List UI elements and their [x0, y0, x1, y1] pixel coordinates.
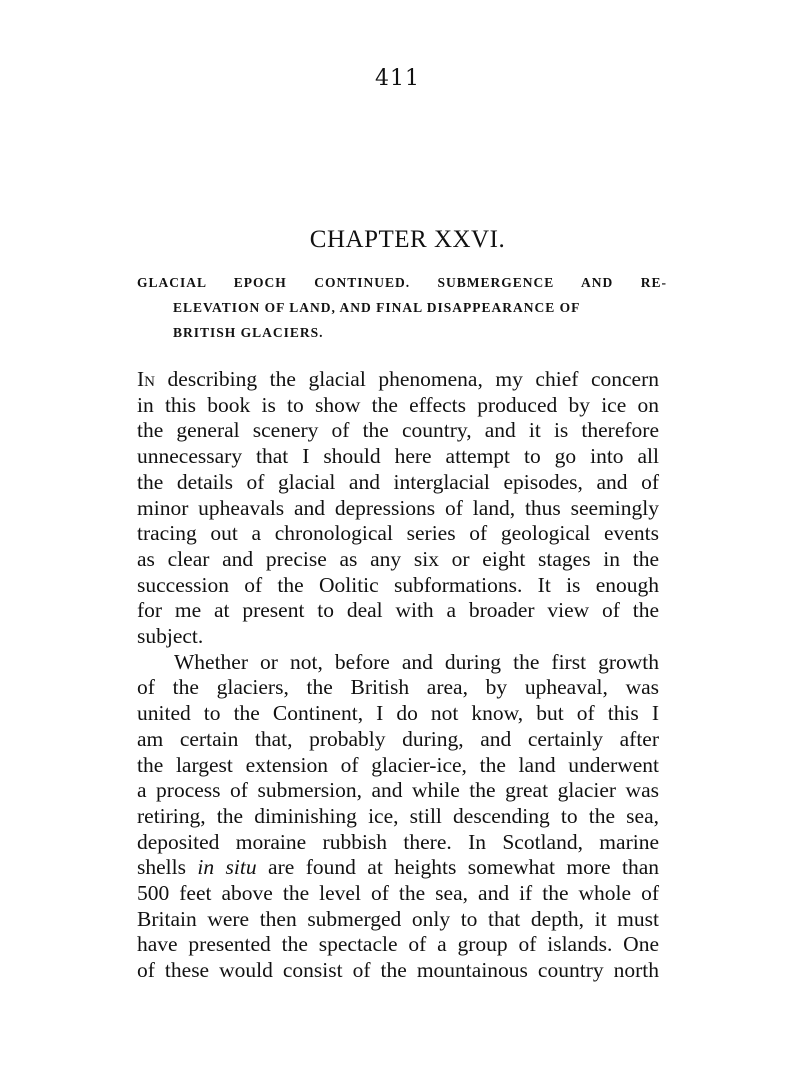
paragraph-line: unnecessary that I should here attempt to go into all — [137, 444, 659, 469]
paragraph-line — [137, 367, 659, 393]
chapter-title: CHAPTER XXVI. — [309, 226, 506, 253]
paragraph-line: retiring, the diminishing ice, still descending to the sea, — [137, 803, 659, 828]
line-text: describing the glacial phenomena, my chief concern — [155, 367, 659, 391]
italic-phrase: in situ — [197, 855, 257, 880]
paragraph-line: subject. — [137, 624, 204, 649]
paragraph-line: minor upheavals and depressions of land, thus seemingly — [137, 495, 659, 520]
paragraph-line: deposited moraine rubbish there. In Scotland, marine — [137, 829, 659, 854]
paragraph-line: the details of glacial and interglacial episodes, and of — [137, 469, 659, 494]
paragraph-line: 500 feet above the level of the sea, and if the whole of — [137, 881, 659, 906]
chapter-subtitle — [137, 270, 667, 345]
paragraph-line: for me at present to deal with a broader view of the — [137, 598, 659, 623]
paragraph-line: of these would consist of the mountainous country north — [137, 958, 659, 983]
paragraph-line: Britain were then submerged only to that depth, it must — [137, 906, 659, 931]
paragraph-line: succession of the Oolitic subformations. It is enough — [137, 572, 659, 597]
body-text — [137, 367, 659, 984]
subtitle-line: BRITISH GLACIERS. — [173, 325, 324, 340]
paragraph-line: am certain that, probably during, and certainly after — [137, 726, 659, 751]
paragraph-line: tracing out a chronological series of geological events — [137, 521, 659, 546]
line-text: are found at heights somewhat more than — [256, 855, 659, 880]
paragraph-line: as clear and precise as any six or eight stages in the — [137, 546, 659, 571]
drop-word: In — [137, 367, 155, 391]
paragraph-line: have presented the spectacle of a group of islands. One — [137, 932, 659, 957]
page-number: 411 — [375, 66, 420, 91]
paragraph-line: united to the Continent, I do not know, but of this I — [137, 701, 659, 726]
subtitle-line: ELEVATION OF LAND, AND FINAL DISAPPEARANCE OF — [173, 300, 581, 315]
paragraph-line: in this book is to show the effects produced by ice on — [137, 392, 659, 417]
paragraph-line — [137, 855, 659, 881]
paragraph-line: Whether or not, before and during the first growth — [174, 649, 659, 674]
paragraph-line: a process of submersion, and while the great glacier was — [137, 778, 659, 803]
paragraph-line: the general scenery of the country, and it is therefore — [137, 418, 659, 443]
paragraph-line: of the glaciers, the British area, by upheaval, was — [137, 675, 659, 700]
subtitle-line: GLACIAL EPOCH CONTINUED. SUBMERGENCE AND RE- — [137, 275, 667, 290]
paragraph-line: the largest extension of glacier-ice, the land underwent — [137, 752, 659, 777]
line-text: shells — [137, 855, 198, 880]
